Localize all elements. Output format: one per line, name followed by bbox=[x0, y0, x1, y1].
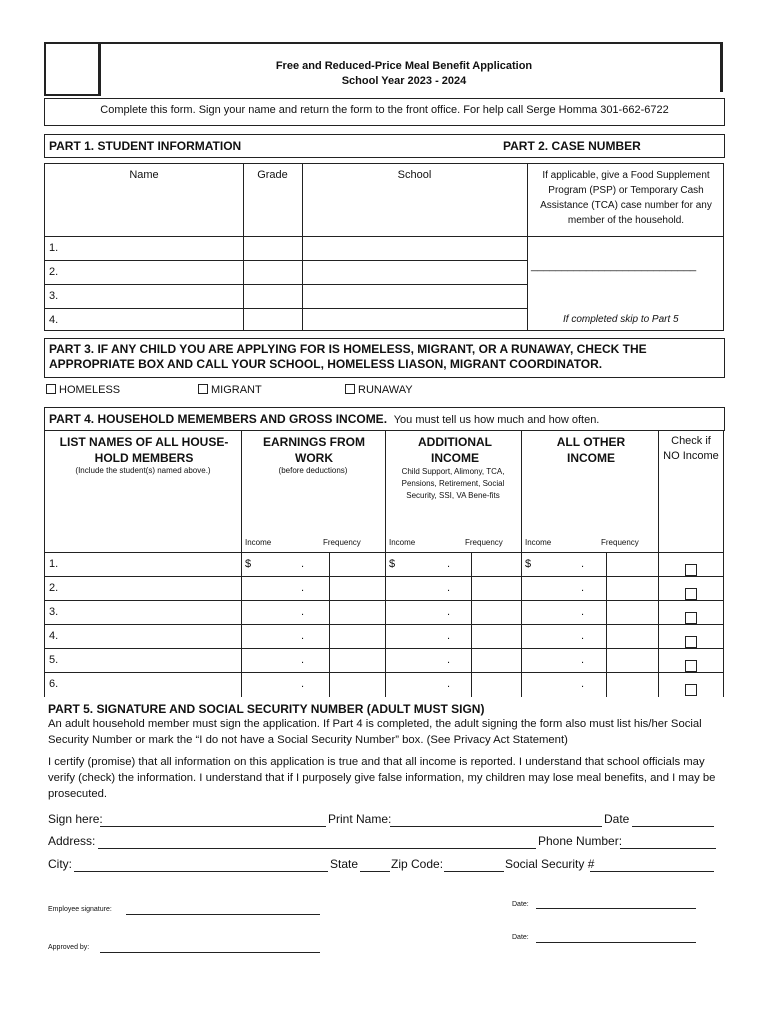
option-migrant[interactable] bbox=[198, 384, 262, 396]
part3-heading-box bbox=[44, 338, 725, 378]
instructions-text: Complete this form. Sign your name and return the form to the front office. For help call Serge Homma 301-662-6722 bbox=[100, 104, 669, 116]
approved-by-field[interactable] bbox=[100, 952, 320, 953]
approved-date-field[interactable] bbox=[536, 942, 696, 943]
student-row-2[interactable]: 2. bbox=[49, 266, 59, 278]
col-household-header: LIST NAMES OF ALL HOUSE-HOLD MEMBERS bbox=[59, 435, 229, 465]
address-label: Address: bbox=[48, 834, 96, 848]
runaway-checkbox[interactable] bbox=[345, 384, 355, 394]
col-no-income-header: Check if NO Income bbox=[663, 435, 719, 462]
employee-date-field[interactable] bbox=[536, 908, 696, 909]
col-household-sub: (Include the student(s) named above.) bbox=[75, 466, 211, 475]
decimal-dot: . bbox=[581, 606, 585, 618]
zip-label: Zip Code: bbox=[391, 857, 444, 871]
decimal-dot: . bbox=[581, 654, 585, 666]
no-income-checkbox-6[interactable] bbox=[685, 684, 697, 696]
city-label: City: bbox=[48, 857, 72, 871]
other-dollar-sign: $ bbox=[525, 558, 532, 570]
decimal-dot: . bbox=[581, 582, 585, 594]
decimal-dot: . bbox=[447, 606, 451, 618]
no-income-checkbox-1[interactable] bbox=[685, 564, 697, 576]
no-income-checkbox-3[interactable] bbox=[685, 612, 697, 624]
decimal-dot: . bbox=[447, 654, 451, 666]
address-field[interactable] bbox=[98, 848, 536, 849]
decimal-dot: . bbox=[447, 630, 451, 642]
part4-heading: PART 4. HOUSEHOLD MEMEMBERS AND GROSS INCOME. bbox=[49, 412, 388, 426]
part4-heading-box bbox=[44, 407, 725, 431]
phone-field[interactable] bbox=[620, 848, 716, 849]
part4-heading-note: You must tell us how much and how often. bbox=[393, 414, 600, 426]
other-frequency-label: Frequency bbox=[601, 538, 639, 547]
decimal-dot: . bbox=[581, 558, 585, 570]
sign-here-label: Sign here: bbox=[48, 812, 103, 826]
col-additional-sub: Child Support, Alimony, TCA, Pensions, Retirement, Social Security, SSI, VA Bene-fits bbox=[401, 467, 505, 500]
income-table bbox=[44, 430, 724, 697]
migrant-label: MIGRANT bbox=[211, 384, 262, 396]
student-row-3[interactable]: 3. bbox=[49, 290, 59, 302]
header-left-box bbox=[44, 44, 101, 96]
no-income-checkbox-4[interactable] bbox=[685, 636, 697, 648]
homeless-label: HOMELESS bbox=[59, 384, 121, 396]
additional-income-label: Income bbox=[389, 538, 416, 547]
student-row-1[interactable]: 1. bbox=[49, 242, 59, 254]
decimal-dot: . bbox=[447, 582, 451, 594]
city-field[interactable] bbox=[74, 871, 328, 872]
household-row-6[interactable]: 6. bbox=[49, 678, 59, 690]
school-year: School Year 2023 - 2024 bbox=[341, 75, 467, 87]
decimal-dot: . bbox=[581, 678, 585, 690]
case-number-note: If applicable, give a Food Supplement Program (PSP) or Temporary Cash Assistance (TCA) case number for any member of the household. bbox=[540, 170, 712, 226]
col-name-header: Name bbox=[129, 169, 159, 181]
col-grade-header: Grade bbox=[257, 169, 288, 181]
household-row-1[interactable]: 1. bbox=[49, 558, 59, 570]
employee-date-label: Date: bbox=[512, 901, 529, 908]
homeless-checkbox[interactable] bbox=[46, 384, 56, 394]
ssn-field[interactable] bbox=[590, 871, 714, 872]
student-row-4[interactable]: 4. bbox=[49, 314, 59, 326]
approved-date-label: Date: bbox=[512, 934, 529, 941]
date-label: Date bbox=[604, 812, 630, 826]
instructions-box bbox=[44, 98, 725, 126]
household-row-5[interactable]: 5. bbox=[49, 654, 59, 666]
decimal-dot: . bbox=[301, 678, 305, 690]
decimal-dot: . bbox=[301, 630, 305, 642]
print-name-label: Print Name: bbox=[328, 812, 392, 826]
zip-field[interactable] bbox=[444, 871, 504, 872]
phone-label: Phone Number: bbox=[538, 834, 623, 848]
household-row-4[interactable]: 4. bbox=[49, 630, 59, 642]
skip-note: If completed skip to Part 5 bbox=[563, 314, 679, 325]
household-row-2[interactable]: 2. bbox=[49, 582, 59, 594]
header-frame bbox=[44, 42, 723, 96]
approved-by-label: Approved by: bbox=[48, 944, 90, 951]
earnings-frequency-label: Frequency bbox=[323, 538, 361, 547]
option-runaway[interactable] bbox=[345, 384, 413, 396]
additional-dollar-sign: $ bbox=[389, 558, 396, 570]
additional-frequency-label: Frequency bbox=[465, 538, 503, 547]
no-income-checkbox-2[interactable] bbox=[685, 588, 697, 600]
migrant-checkbox[interactable] bbox=[198, 384, 208, 394]
decimal-dot: . bbox=[301, 558, 305, 570]
decimal-dot: . bbox=[581, 630, 585, 642]
col-earnings-header: EARNINGS FROM WORK bbox=[263, 435, 365, 465]
runaway-label: RUNAWAY bbox=[358, 384, 413, 396]
part4-heading-line bbox=[49, 412, 599, 426]
state-field[interactable] bbox=[360, 871, 390, 872]
part3-heading: PART 3. IF ANY CHILD YOU ARE APPLYING FOR IS HOMELESS, MIGRANT, OR A RUNAWAY, CHECK THE APPROPRIATE BOX AND CALL YOUR SCHOOL, HOMELESS LIASON, MIGRANT COORDINATOR. bbox=[49, 342, 647, 371]
part5-paragraph-1: An adult household member must sign the application. If Part 4 is completed, the adult signing the form also must list his/her Social Security Number or mark the “I do not have a Social Security Number” box. (See Privacy Act Statement) bbox=[48, 718, 702, 746]
print-name-field[interactable] bbox=[390, 826, 602, 827]
state-label: State bbox=[330, 857, 359, 871]
decimal-dot: . bbox=[301, 654, 305, 666]
decimal-dot: . bbox=[301, 582, 305, 594]
part2-heading: PART 2. CASE NUMBER bbox=[503, 139, 641, 153]
decimal-dot: . bbox=[447, 678, 451, 690]
part5-paragraph-2: I certify (promise) that all information on this application is true and that all income is reported. I understand that school officials may verify (check) the information. I understand that if I purposely give false information, my children may lose meal benefits, and I may be prosecuted. bbox=[48, 756, 716, 800]
decimal-dot: . bbox=[301, 606, 305, 618]
col-earnings-sub: (before deductions) bbox=[278, 466, 348, 475]
col-additional-header: ADDITIONAL INCOME bbox=[418, 435, 492, 465]
date-field[interactable] bbox=[632, 826, 714, 827]
no-income-checkbox-5[interactable] bbox=[685, 660, 697, 672]
decimal-dot: . bbox=[447, 558, 451, 570]
col-school-header: School bbox=[397, 169, 432, 181]
employee-signature-field[interactable] bbox=[126, 914, 320, 915]
part1-heading: PART 1. STUDENT INFORMATION bbox=[49, 139, 242, 153]
employee-signature-label: Employee signature: bbox=[48, 906, 112, 913]
part1-2-heading-box bbox=[44, 134, 725, 158]
sign-here-field[interactable] bbox=[100, 826, 326, 827]
household-row-3[interactable]: 3. bbox=[49, 606, 59, 618]
col-other-header: ALL OTHER INCOME bbox=[556, 435, 626, 465]
form-title: Free and Reduced-Price Meal Benefit Application bbox=[275, 60, 533, 72]
earnings-income-label: Income bbox=[245, 538, 272, 547]
option-homeless[interactable] bbox=[46, 384, 120, 396]
header-right-edge bbox=[720, 44, 723, 92]
ssn-label: Social Security # bbox=[505, 857, 595, 871]
other-income-label: Income bbox=[525, 538, 552, 547]
case-number-field[interactable]: ___________________________ bbox=[531, 260, 697, 272]
student-table bbox=[44, 163, 724, 331]
part5-heading: PART 5. SIGNATURE AND SOCIAL SECURITY NUMBER (ADULT MUST SIGN) bbox=[48, 702, 485, 716]
earnings-dollar-sign: $ bbox=[245, 558, 252, 570]
